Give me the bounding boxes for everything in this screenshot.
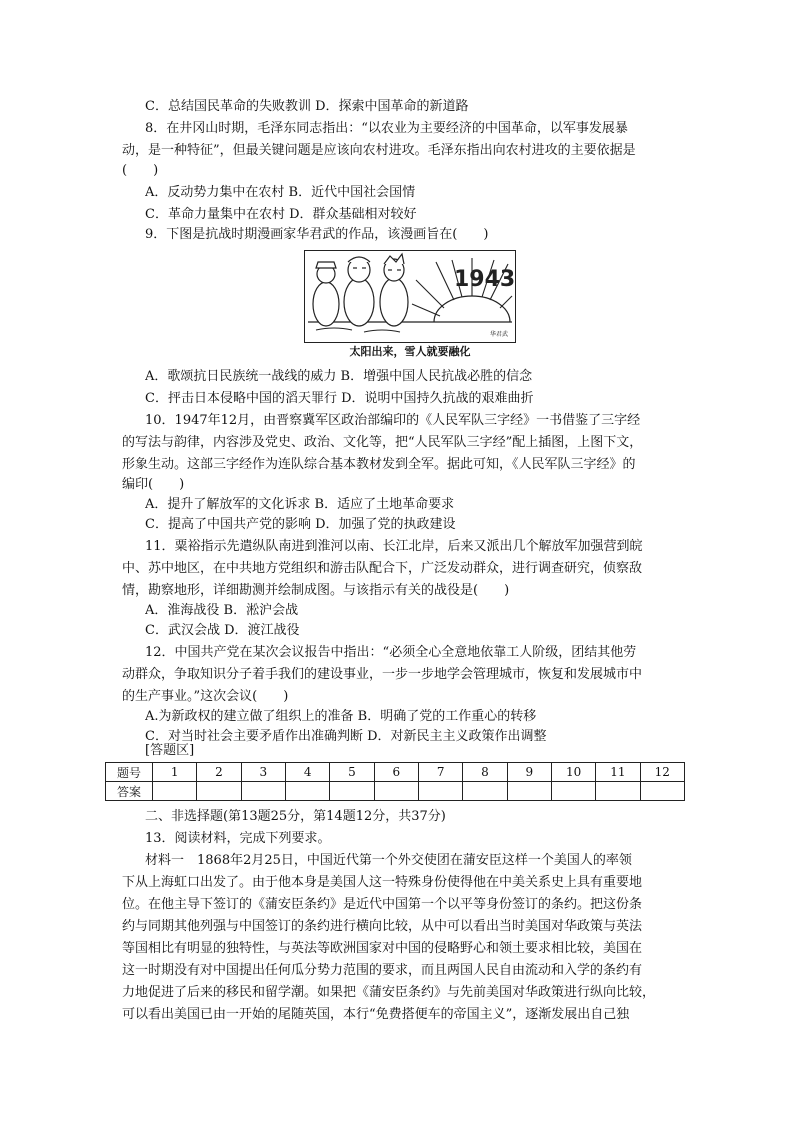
q10-answer-blank: 编印( ) — [122, 477, 185, 492]
q12-stem-line1: 12．中国共产党在某次会议报告中指出：“必须全心全意地依靠工人阶级，团结其他劳 — [145, 645, 637, 660]
answer-cell[interactable] — [197, 782, 241, 801]
answer-cell[interactable] — [374, 782, 418, 801]
q12-options-ab: A.为新政权的建立做了组织上的准备 B．明确了党的工作重心的转移 — [145, 709, 537, 724]
section-two-heading: 二、非选择题(第13题25分，第14题12分，共37分) — [145, 809, 446, 824]
question-number-cell: 7 — [418, 763, 462, 782]
q12-options-cd: C．对当时社会主要矛盾作出准确判断 D．对新民主主义政策作出调整 — [145, 729, 547, 744]
snowman-middle — [344, 257, 374, 326]
question-number-cell: 8 — [463, 763, 507, 782]
answer-cell[interactable] — [153, 782, 197, 801]
question-number-cell: 5 — [330, 763, 374, 782]
question-number-cell: 11 — [596, 763, 640, 782]
answer-cell[interactable] — [285, 782, 329, 801]
cartoon-snowmen-sun — [304, 250, 516, 343]
answer-table-number-header: 题号 — [106, 763, 153, 782]
q8-stem-line1: 8．在井冈山时期，毛泽东同志指出：“以农业为主要经济的中国革命，以军事发展暴 — [145, 121, 628, 136]
q8-stem-line2: 动，是一种特征”，但最关键问题是应该向农村进攻。毛泽东指出向农村进攻的主要依据是 — [122, 143, 636, 158]
material1-line7: 力地促进了后来的移民和留学潮。如果把《蒲安臣条约》与先前美国对华政策进行纵向比较， — [122, 985, 656, 1000]
q11-options-cd: C．武汉会战 D．渡江战役 — [145, 623, 300, 638]
question-number-cell: 1 — [153, 763, 197, 782]
q11-stem-line3: 情，勘察地形，详细勘测并绘制成图。与该指示有关的战役是( ) — [122, 583, 510, 598]
sun-year-text: 1943 — [454, 267, 516, 292]
question-number-cell: 12 — [640, 763, 684, 782]
q8-options-ab: A．反动势力集中在农村 B．近代中国社会国情 — [145, 185, 416, 200]
question-number-cell: 9 — [507, 763, 551, 782]
q13-stem: 13．阅读材料，完成下列要求。 — [145, 831, 331, 846]
answer-area-label: [答题区] — [145, 743, 195, 758]
material1-line8: 可以看出美国已由一开始的尾随英国，本行“免费搭便车的帝国主义”，逐渐发展出自己独 — [122, 1007, 630, 1022]
q9-options-cd: C．抨击日本侵略中国的滔天罪行 D．说明中国持久抗战的艰难曲折 — [145, 391, 534, 406]
question-number-cell: 3 — [241, 763, 285, 782]
q10-options-cd: C．提高了中国共产党的影响 D．加强了党的执政建设 — [145, 517, 456, 532]
snowman-left — [313, 262, 339, 326]
q8-options-cd: C．革命力量集中在农村 D．群众基础相对较好 — [145, 207, 417, 222]
answer-cell[interactable] — [551, 782, 595, 801]
question-number-cell: 2 — [197, 763, 241, 782]
cartoon-drawing — [304, 250, 516, 343]
q11-stem-line1: 11．粟裕指示先遣纵队南进到淮河以南、长江北岸，后来又派出几个解放军加强营到皖 — [145, 539, 643, 554]
q10-stem-line2: 的写法与韵律，内容涉及党史、政治、文化等，把“人民军队三字经”配上插图，上图下文， — [122, 435, 643, 450]
q10-stem-line1: 10．1947年12月，由晋察冀军区政治部编印的《人民军队三字经》一书借鉴了三字经 — [145, 413, 641, 428]
answer-table-number-row — [106, 763, 685, 782]
question-number-cell: 4 — [285, 763, 329, 782]
answer-cell[interactable] — [640, 782, 684, 801]
answer-cell[interactable] — [596, 782, 640, 801]
material1-line1: 材料一 1868年2月25日，中国近代第一个外交使团在蒲安臣这样一个美国人的率领 — [145, 853, 632, 868]
answer-cell[interactable] — [330, 782, 374, 801]
question-number-cell: 6 — [374, 763, 418, 782]
answer-cell[interactable] — [463, 782, 507, 801]
q10-stem-line3: 形象生动。这部三字经作为连队综合基本教材发到全军。据此可知，《人民军队三字经》的 — [122, 457, 636, 472]
q11-stem-line2: 中、苏中地区，在中共地方党组织和游击队配合下，广泛发动群众，进行调查研究，侦察敌 — [122, 561, 643, 576]
answer-table-answer-header: 答案 — [106, 782, 153, 801]
material1-line3: 位。在他主导下签订的《蒲安臣条约》是近代中国第一个以平等身份签订的条约。把这份条 — [122, 897, 643, 912]
q12-stem-line3: 的生产事业。”这次会议( ) — [122, 689, 289, 704]
q9-stem: 9．下图是抗战时期漫画家华君武的作品，该漫画旨在( ) — [145, 227, 489, 242]
answer-cell[interactable] — [241, 782, 285, 801]
q7-options-cd: C．总结国民革命的失败教训 D．探索中国革命的新道路 — [145, 99, 469, 114]
q9-options-ab: A．歌颂抗日民族统一战线的威力 B．增强中国人民抗战必胜的信念 — [145, 369, 533, 384]
question-number-cell: 10 — [551, 763, 595, 782]
answer-table — [105, 762, 685, 801]
cartoon-caption: 太阳出来，雪人就要融化 — [349, 345, 471, 358]
answer-table-answer-row — [106, 782, 685, 801]
material1-line6: 这一时期没有对中国提出任何瓜分势力范围的要求，而且两国人民自由流动和入学的条约有 — [122, 963, 643, 978]
answer-cell[interactable] — [507, 782, 551, 801]
material1-line5: 等国相比有明显的独特性，与英法等欧洲国家对中国的侵略野心和领土要求相比较，美国在 — [122, 941, 643, 956]
q10-options-ab: A．提升了解放军的文化诉求 B．适应了土地革命要求 — [145, 497, 455, 512]
material1-line4: 约与同期其他列强与中国签订的条约进行横向比较，从中可以看出当时美国对华政策与英法 — [122, 919, 643, 934]
answer-cell[interactable] — [418, 782, 462, 801]
artist-signature: 华君武 — [490, 331, 509, 338]
material1-line2: 下从上海虹口出发了。由于他本身是美国人这一特殊身份使得他在中美关系史上具有重要地 — [122, 875, 643, 890]
q8-answer-blank: ( ) — [122, 163, 159, 178]
q11-options-ab: A．淮海战役 B．淞沪会战 — [145, 603, 299, 618]
q12-stem-line2: 动群众，争取知识分子着手我们的建设事业，一步一步地学会管理城市，恢复和发展城市中 — [122, 667, 643, 682]
